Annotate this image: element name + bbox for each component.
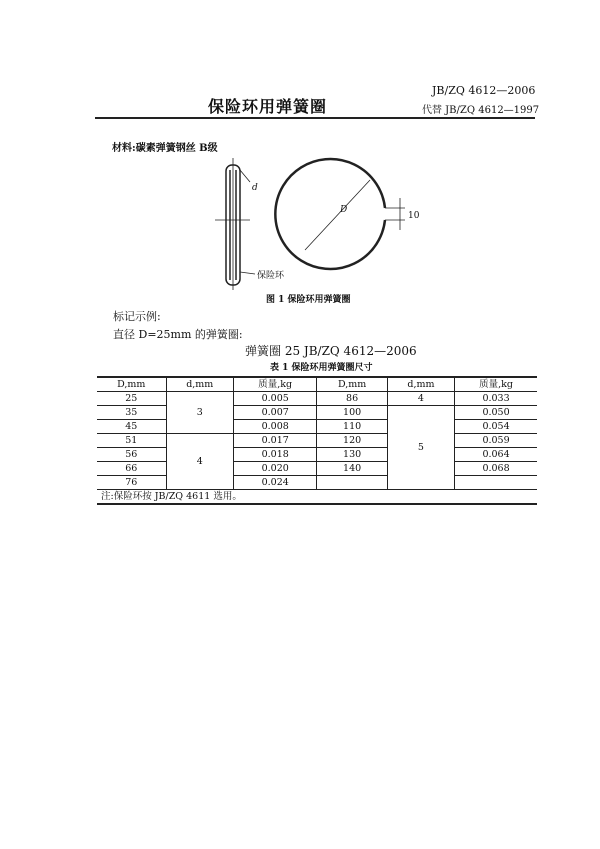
- header-cell: d,mm: [166, 377, 233, 392]
- table-caption: 表 1 保险环用弹簧圈尺寸: [270, 363, 373, 373]
- cell: 0.005: [233, 392, 317, 406]
- header-cell: 质量,kg: [455, 377, 537, 392]
- header-cell: d,mm: [387, 377, 454, 392]
- label-ring: 保险环: [257, 271, 285, 281]
- cell: [455, 476, 537, 490]
- cell: 0.068: [455, 462, 537, 476]
- header-cell: D,mm: [317, 377, 387, 392]
- cell: 3: [166, 392, 233, 434]
- cell: 56: [97, 448, 166, 462]
- cell: 66: [97, 462, 166, 476]
- cell: 25: [97, 392, 166, 406]
- table-row: [97, 462, 537, 476]
- table-header-row: [97, 377, 537, 392]
- label-gap: 10: [408, 211, 420, 221]
- cell: 120: [317, 434, 387, 448]
- dimension-table: [97, 376, 537, 505]
- cell: 4: [166, 434, 233, 490]
- table-row: [97, 392, 537, 406]
- header-cell: 质量,kg: [233, 377, 317, 392]
- cell: 4: [387, 392, 454, 406]
- cell: 86: [317, 392, 387, 406]
- table-row: [97, 476, 537, 490]
- cell: 100: [317, 406, 387, 420]
- cell: 5: [387, 406, 454, 490]
- cell: 0.054: [455, 420, 537, 434]
- standard-number: JB/ZQ 4612—2006: [432, 84, 536, 97]
- cell: 0.059: [455, 434, 537, 448]
- table-row: [97, 448, 537, 462]
- cell: 130: [317, 448, 387, 462]
- label-D: D: [340, 205, 348, 215]
- spring-ring-figure: [200, 150, 430, 290]
- cell: 0.033: [455, 392, 537, 406]
- page-title: 保险环用弹簧圈: [208, 97, 328, 116]
- example-mark: 弹簧圈 25 JB/ZQ 4612—2006: [245, 344, 417, 358]
- cell: 110: [317, 420, 387, 434]
- cell: 0.017: [233, 434, 317, 448]
- table-note: 注:保险环按 JB/ZQ 4611 选用。: [97, 490, 537, 505]
- cell: [317, 476, 387, 490]
- front-view-ring: [275, 159, 385, 269]
- cell: 0.064: [455, 448, 537, 462]
- cell: 0.050: [455, 406, 537, 420]
- table-note-row: [97, 490, 537, 505]
- cell: 76: [97, 476, 166, 490]
- replaces-standard: 代替 JB/ZQ 4612—1997: [422, 105, 540, 116]
- cell: 0.018: [233, 448, 317, 462]
- cell: 0.024: [233, 476, 317, 490]
- cell: 51: [97, 434, 166, 448]
- header-cell: D,mm: [97, 377, 166, 392]
- header-rule: [95, 117, 535, 119]
- material-text: 材料:碳素弹簧钢丝 B级: [112, 143, 218, 154]
- figure-caption: 图 1 保险环用弹簧圈: [266, 295, 351, 305]
- example-line: 直径 D=25mm 的弹簧圈:: [113, 328, 243, 341]
- table-row: [97, 406, 537, 420]
- cell: 140: [317, 462, 387, 476]
- cell: 35: [97, 406, 166, 420]
- label-d: d: [252, 183, 258, 193]
- cell: 45: [97, 420, 166, 434]
- cell: 0.007: [233, 406, 317, 420]
- cell: 0.008: [233, 420, 317, 434]
- example-heading: 标记示例:: [113, 310, 161, 323]
- table-row: [97, 434, 537, 448]
- table-row: [97, 420, 537, 434]
- cell: 0.020: [233, 462, 317, 476]
